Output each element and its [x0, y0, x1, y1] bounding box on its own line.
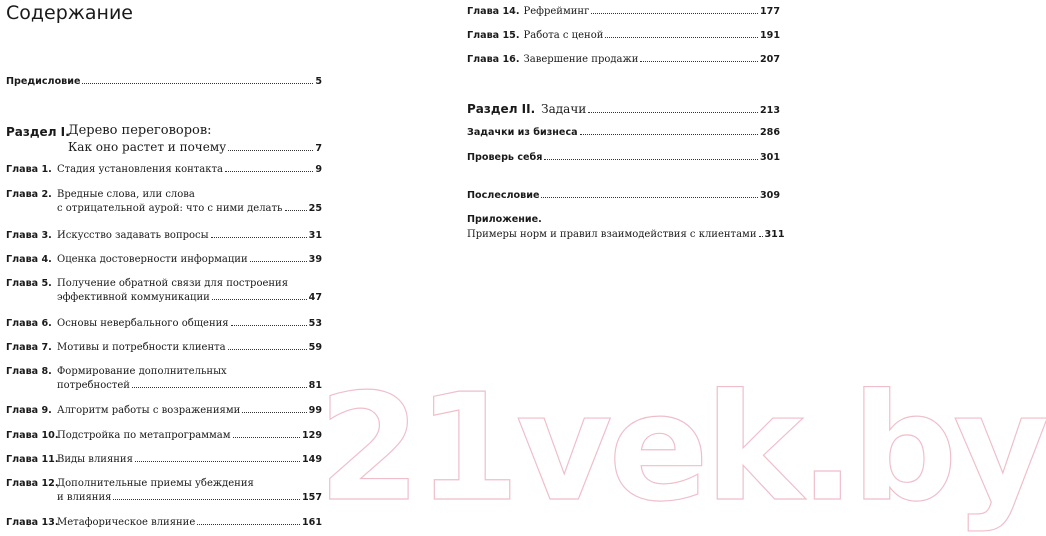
toc-page-number: 59 — [308, 342, 322, 353]
chapter-title: Завершение продажи — [523, 54, 639, 65]
chapter-title-line: эффективной коммуникации — [57, 292, 210, 303]
toc-page-number: 311 — [764, 229, 785, 240]
toc-page-number: 129 — [301, 430, 322, 441]
chapter-title-line: с отрицательной аурой: что с ними делать — [57, 203, 283, 214]
toc-entry-text: Задачки из бизнеса — [467, 127, 578, 138]
chapter-title-line: потребностей — [57, 380, 130, 391]
chapter-label: Глава 12. — [6, 478, 59, 489]
toc-entry-text: Послесловие — [467, 190, 540, 201]
section-title-line1: Дерево переговоров: — [68, 123, 212, 138]
toc-entry-chapter[interactable] — [6, 188, 322, 216]
toc-entry-chapter[interactable] — [6, 477, 322, 505]
chapter-label: Глава 6. — [6, 318, 52, 329]
toc-entry-chapter[interactable] — [467, 5, 780, 18]
dot-leader — [640, 61, 758, 62]
chapter-title-line: и влияния — [57, 492, 112, 503]
toc-page-number: 177 — [759, 6, 780, 17]
dot-leader — [82, 83, 313, 84]
toc-entry-chapter[interactable] — [6, 453, 322, 467]
toc-entry-text: Проверь себя — [467, 152, 543, 163]
chapter-title-line: Алгоритм работы с возражениями — [57, 405, 241, 416]
toc-page-number: 25 — [308, 203, 322, 214]
toc-section-2[interactable] — [467, 101, 780, 117]
dot-leader — [211, 237, 307, 238]
toc-entry-text: Примеры норм и правил взаимодействия с клиентами — [467, 229, 757, 240]
toc-page-number: 47 — [308, 292, 322, 303]
chapter-label: Глава 5. — [6, 278, 52, 289]
toc-page-number: 5 — [315, 76, 322, 87]
dot-leader — [580, 134, 758, 135]
dot-leader — [591, 13, 758, 14]
toc-page-number: 9 — [315, 164, 322, 175]
toc-entry-chapter[interactable] — [6, 277, 322, 305]
chapter-label: Глава 10. — [6, 430, 59, 441]
page-title: Содержание — [6, 2, 133, 24]
chapter-label: Глава 13. — [6, 517, 59, 528]
chapter-title-line: Метафорическое влияние — [57, 517, 196, 528]
dot-leader — [250, 261, 307, 262]
toc-page-number: 157 — [301, 492, 322, 503]
chapter-label: Глава 4. — [6, 254, 52, 265]
dot-leader — [132, 387, 307, 388]
toc-page-number: 191 — [759, 30, 780, 41]
dot-leader — [233, 437, 300, 438]
dot-leader — [135, 461, 300, 462]
chapter-title-line: Основы невербального общения — [57, 318, 229, 329]
toc-page-number: 53 — [308, 318, 322, 329]
chapter-title: Рефрейминг — [523, 6, 590, 17]
toc-page-number: 161 — [301, 517, 322, 528]
dot-leader — [759, 236, 763, 237]
chapter-title-line: Мотивы и потребности клиента — [57, 342, 226, 353]
chapter-title-line: Вредные слова, или слова — [57, 189, 195, 200]
watermark-logo: 21vek.by — [318, 362, 1046, 534]
toc-entry-chapter[interactable] — [467, 53, 780, 66]
toc-entry-appendix[interactable] — [467, 213, 785, 241]
toc-entry-chapter[interactable] — [6, 163, 322, 177]
chapter-title-line: Подстройка по метапрограммам — [57, 430, 231, 441]
toc-page-number: 39 — [308, 254, 322, 265]
chapter-label: Глава 3. — [6, 230, 52, 241]
chapter-title-line: Виды влияния — [57, 454, 133, 465]
dot-leader — [588, 112, 758, 113]
toc-entry-chapter[interactable] — [6, 516, 322, 530]
dot-leader — [541, 197, 758, 198]
toc-entry-text: Предисловие — [6, 76, 81, 87]
chapter-title-line: Оценка достоверности информации — [57, 254, 248, 265]
toc-entry-chapter[interactable] — [6, 365, 322, 393]
toc-entry-chapter[interactable] — [6, 317, 322, 331]
section-label: Раздел I. — [6, 125, 70, 139]
dot-leader — [197, 524, 300, 525]
toc-page-number: 31 — [308, 230, 322, 241]
chapter-title: Работа с ценой — [523, 30, 604, 41]
dot-leader — [212, 299, 307, 300]
toc-entry-chapter[interactable] — [6, 341, 322, 355]
section-title: Задачи — [541, 102, 587, 116]
dot-leader — [544, 159, 758, 160]
dot-leader — [228, 349, 307, 350]
toc-section-1[interactable] — [6, 123, 322, 157]
toc-entry-chapter[interactable] — [6, 429, 322, 443]
toc-page-number: 213 — [759, 105, 780, 116]
dot-leader — [113, 499, 300, 500]
toc-entry-preface[interactable] — [6, 75, 322, 88]
dot-leader — [242, 412, 306, 413]
chapter-label: Глава 1. — [6, 164, 52, 175]
chapter-title-line: Формирование дополнительных — [57, 366, 227, 377]
chapter-label: Глава 15. — [467, 30, 520, 41]
appendix-title: Приложение. — [467, 214, 542, 225]
toc-page-number: 301 — [759, 152, 780, 163]
toc-page-number: 99 — [308, 405, 322, 416]
chapter-label: Глава 8. — [6, 366, 52, 377]
chapter-label: Глава 2. — [6, 189, 52, 200]
chapter-label: Глава 7. — [6, 342, 52, 353]
toc-page-number: 7 — [315, 143, 322, 154]
section-label: Раздел II. — [467, 102, 536, 116]
toc-entry-chapter[interactable] — [6, 229, 322, 243]
chapter-label: Глава 16. — [467, 54, 520, 65]
chapter-title-line: Получение обратной связи для построения — [57, 278, 289, 289]
toc-page-number: 149 — [301, 454, 322, 465]
dot-leader — [231, 325, 307, 326]
toc-entry-chapter[interactable] — [6, 404, 322, 418]
toc-entry-check-yourself[interactable] — [467, 151, 780, 164]
toc-page-number: 286 — [759, 127, 780, 138]
chapter-title-line: Дополнительные приемы убеждения — [57, 478, 254, 489]
toc-entry-chapter[interactable] — [6, 253, 322, 267]
section-title-line2: Как оно растет и почему — [68, 140, 227, 154]
chapter-label: Глава 14. — [467, 6, 520, 17]
chapter-label: Глава 11. — [6, 454, 59, 465]
toc-page-number: 309 — [759, 190, 780, 201]
toc-page-number: 207 — [759, 54, 780, 65]
dot-leader — [225, 171, 313, 172]
toc-page-number: 81 — [308, 380, 322, 391]
chapter-label: Глава 9. — [6, 405, 52, 416]
toc-entry-tasks-business[interactable] — [467, 126, 780, 139]
dot-leader — [228, 150, 313, 151]
chapter-title-line: Искусство задавать вопросы — [57, 230, 209, 241]
chapter-title-line: Стадия установления контакта — [57, 164, 224, 175]
toc-entry-chapter[interactable] — [467, 29, 780, 42]
dot-leader — [605, 37, 758, 38]
toc-entry-afterword[interactable] — [467, 189, 780, 202]
dot-leader — [285, 210, 307, 211]
